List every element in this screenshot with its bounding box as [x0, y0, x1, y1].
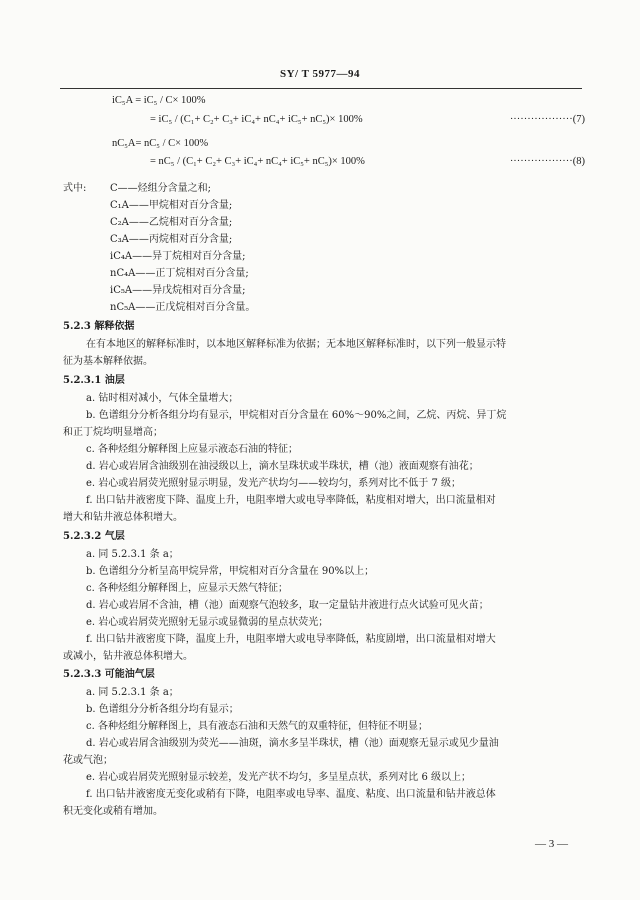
definition-item: C——烃组分含量之和; [110, 183, 212, 194]
document-header: SY/ T 5977—94 [279, 68, 361, 80]
page-number: — 3 — [535, 838, 568, 850]
list-item: c. 各种烃组分解释图上，应显示天然气特征； [86, 583, 288, 594]
list-item: f. 出口钻井液密度无变化或稍有下降，电阻率或电导率、温度、粘度、出口流量和钻井液总体 [86, 789, 496, 800]
list-item: d. 岩心或岩屑不含油，槽（池）面观察气泡较多，取一定量钻井液进行点火试验可见火苗； [86, 600, 489, 611]
list-item: c. 各种烃组分解释图上，具有液态石油和天然气的双重特征，但特征不明显； [86, 721, 428, 732]
definition-item: nC₅A——正戊烷相对百分含量。 [110, 302, 256, 313]
definition-item: nC₄A——正丁烷相对百分含量; [110, 268, 249, 279]
definition-item: iC₄A——异丁烷相对百分含量; [110, 251, 246, 262]
list-item-continued: 花或气泡； [63, 755, 113, 766]
definition-item: C₁A——甲烷相对百分含量; [110, 200, 233, 211]
list-item: e. 岩心或岩屑荧光照射显示明显，发光产状均匀——较均匀，系列对比不低于 7 级； [86, 478, 461, 489]
list-item: e. 岩心或岩屑荧光照射无显示或显微弱的星点状荧光； [86, 617, 329, 628]
equation-number-7: ··················(7) [509, 114, 585, 125]
list-item: d. 岩心或岩屑含油级别在油浸级以上，滴水呈珠状或半珠状，槽（池）液面观察有油花； [86, 461, 479, 472]
definition-item: C₃A——丙烷相对百分含量; [110, 234, 233, 245]
section-heading-5-2-3: 5.2.3 解释依据 [63, 321, 135, 332]
list-item: b. 色谱组分分析各组分均有显示，甲烷相对百分含量在 60%～90%之间，乙烷、丙烷、异丁烷 [86, 410, 507, 421]
definition-item: iC₅A——异戊烷相对百分含量; [110, 285, 246, 296]
list-item: b. 色谱组分分析呈高甲烷异常，甲烷相对百分含量在 90%以上； [86, 566, 375, 577]
list-item: f. 出口钻井液密度下降，温度上升，电阻率增大或电导率降低，粘度剧增，出口流量相对增大 [86, 634, 496, 645]
list-item: f. 出口钻井液密度下降、温度上升，电阻率增大或电导率降低，粘度相对增大，出口流量相对 [86, 495, 496, 506]
equation-8-line2: = nC₅ / (C₁+ C₂+ C₃+ iC₄+ nC₄+ iC₅+ nC₅)× 100% [150, 156, 365, 167]
list-item-continued: 和正丁烷均明显增高； [63, 427, 163, 438]
list-item: a. 同 5.2.3.1 条 a； [86, 687, 179, 698]
equation-number-8: ··················(8) [509, 156, 585, 167]
section-heading-5-2-3-3: 5.2.3.3 可能油气层 [63, 669, 155, 680]
list-item: a. 同 5.2.3.1 条 a； [86, 549, 179, 560]
list-item-continued: 或减小，钻井液总体积增大。 [63, 651, 193, 662]
definitions-intro: 式中: [63, 183, 87, 194]
list-item: c. 各种烃组分解释图上应显示液态石油的特征； [86, 444, 298, 455]
list-item: b. 色谱组分分析各组分均有显示； [86, 704, 239, 715]
section-heading-5-2-3-1: 5.2.3.1 油层 [63, 375, 125, 386]
list-item-continued: 增大和钻井液总体积增大。 [63, 512, 183, 523]
definition-item: C₂A——乙烷相对百分含量; [110, 217, 233, 228]
paragraph-line: 征为基本解释依据。 [63, 356, 153, 367]
paragraph-line: 在有本地区的解释标准时，以本地区解释标准为依据；无本地区解释标准时，以下列一般显示特 [86, 339, 506, 350]
equation-8-line1: nC₅A= nC₅ / C× 100% [112, 138, 209, 149]
list-item: a. 钻时相对减小，气体全量增大； [86, 393, 239, 404]
list-item: e. 岩心或岩屑荧光照射显示较差，发光产状不均匀，多呈星点状，系列对比 6 级以上； [86, 772, 471, 783]
equation-7-line2: = iC₅ / (C₁+ C₂+ C₃+ iC₄+ nC₄+ iC₅+ nC₅)× 100% [150, 114, 363, 125]
equation-7-line1: iC₅A = iC₅ / C× 100% [112, 95, 206, 106]
list-item: d. 岩心或岩屑含油级别为荧光——油斑，滴水多呈半珠状，槽（池）面观察无显示或见少量油 [86, 738, 499, 749]
header-rule [60, 88, 582, 89]
section-heading-5-2-3-2: 5.2.3.2 气层 [63, 531, 125, 542]
list-item-continued: 积无变化或稍有增加。 [63, 806, 163, 817]
